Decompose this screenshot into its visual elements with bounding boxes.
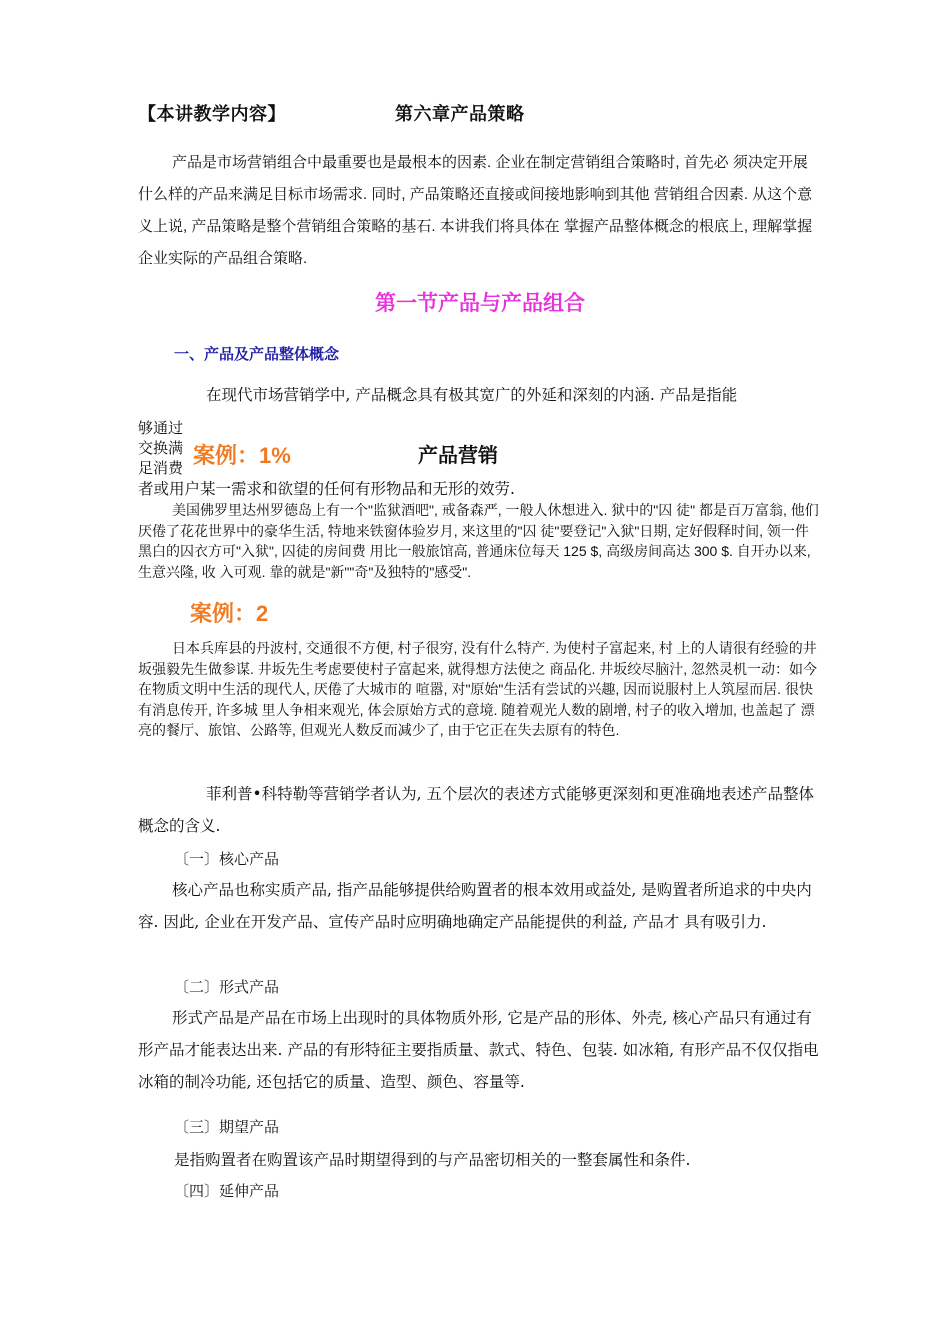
case2-text: 日本兵库县的丹波村, 交通很不方便, 村子很穷, 没有什么特产. 为使村子富起来, 村 上的人请很有经验的井坂强毅先生做参谋. 井坂先生考虑要使村子富起来, 就得想方法使之 商品化. 井坂绞尽脑汁, 忽然灵机一动：如今在物质文明中生活的现代人, 厌倦了大城市的 喧嚣, 对"原始"生活有尝试的兴趣, 因而说服村上人筑屋而居. 很快有消息传开, 许多城 里人争相来观光, 体会原始方式的意境. 随着观光人数的剧增, 村子的收入增加, 也盖起了 漂亮的餐厅、旅馆、公路等, 但观光人数反而减少了, 由于它正在失去原有的特色. xyxy=(138,640,818,738)
case1-text: 美国佛罗里达州罗德岛上有一个"监狱酒吧", 戒备森严, 一般人休想进入. 狱中的"囚 徒" 都是百万富翁, 他们厌倦了花花世界中的豪华生活, 特地来铁窗体验岁月, 来这里的"囚 徒"要登记"入狱"日期, 定好假释时间, 领一件黑白的囚衣方可"入狱", 囚徒的房间费 用比一般旅馆高, 普通床位每天 125 $, 高级房间高达 300 $. 自开办以来, 生意兴隆, 收 入可观. 靠的就是"新""奇"及独特的"感受". xyxy=(138,502,819,580)
case1-title: 产品营销 xyxy=(418,445,498,467)
level1-text: 核心产品也称实质产品, 指产品能够提供给购置者的根本效用或益处, 是购置者所追求的中央内容. 因此, 企业在开发产品、宣传产品时应明确地确定产品能提供的利益, 产品才 具有吸引力. xyxy=(138,881,812,931)
level3-text: 是指购置者在购置该产品时期望得到的与产品密切相关的一整套属性和条件. xyxy=(174,1151,691,1169)
level2-heading: 〔二〕形式产品 xyxy=(174,978,280,996)
side-line: 交换满 xyxy=(138,439,184,457)
level1-heading: 〔一〕核心产品 xyxy=(174,850,280,868)
subheading-product-concept: 一、产品及产品整体概念 xyxy=(174,346,340,363)
kotler-paragraph: 菲利普•科特勒等营销学者认为, 五个层次的表述方式能够更深刻和更准确地表述产品整体概念的含义. xyxy=(138,785,814,835)
level2-text: 形式产品是产品在市场上出现时的具体物质外形, 它是产品的形体、外壳, 核心产品只有通过有形产品才能表达出来. 产品的有形特征主要指质量、款式、特色、包装. 如冰箱, 有形产品不仅仅指电冰箱的制冷功能, 还包括它的质量、造型、颜色、容量等. xyxy=(138,1009,819,1091)
level4-heading: 〔四〕延伸产品 xyxy=(174,1182,280,1200)
case1-label: 案例：1% xyxy=(193,443,291,468)
chapter-title: 第六章产品策略 xyxy=(395,104,525,124)
lecture-tag: 【本讲教学内容】 xyxy=(138,104,286,124)
intro-paragraph: 产品是市场营销组合中最重要也是最根本的因素. 企业在制定营销组合策略时, 首先必 须决定开展什么样的产品来满足目标市场需求. 同时, 产品策略还直接或间接地影响到其他 营销组合因素. 从这个意义上说, 产品策略是整个营销组合策略的基石. 本讲我们将具体在 掌握产品整体概念的根底上, 理解掌握企业实际的产品组合策略. xyxy=(138,154,813,267)
concept-tail: 者或用户某一需求和欲望的任何有形物品和无形的效劳. xyxy=(138,480,515,498)
concept-line: 在现代市场营销学中, 产品概念具有极其宽广的外延和深刻的内涵. 产品是指能 xyxy=(206,386,738,404)
side-text-block xyxy=(138,418,183,478)
level3-heading: 〔三〕期望产品 xyxy=(174,1118,280,1136)
side-line: 足消费 xyxy=(138,459,184,477)
case2-label: 案例：2 xyxy=(190,601,269,626)
side-line: 够通过 xyxy=(138,419,184,437)
section-title: 第一节产品与产品组合 xyxy=(375,292,585,315)
